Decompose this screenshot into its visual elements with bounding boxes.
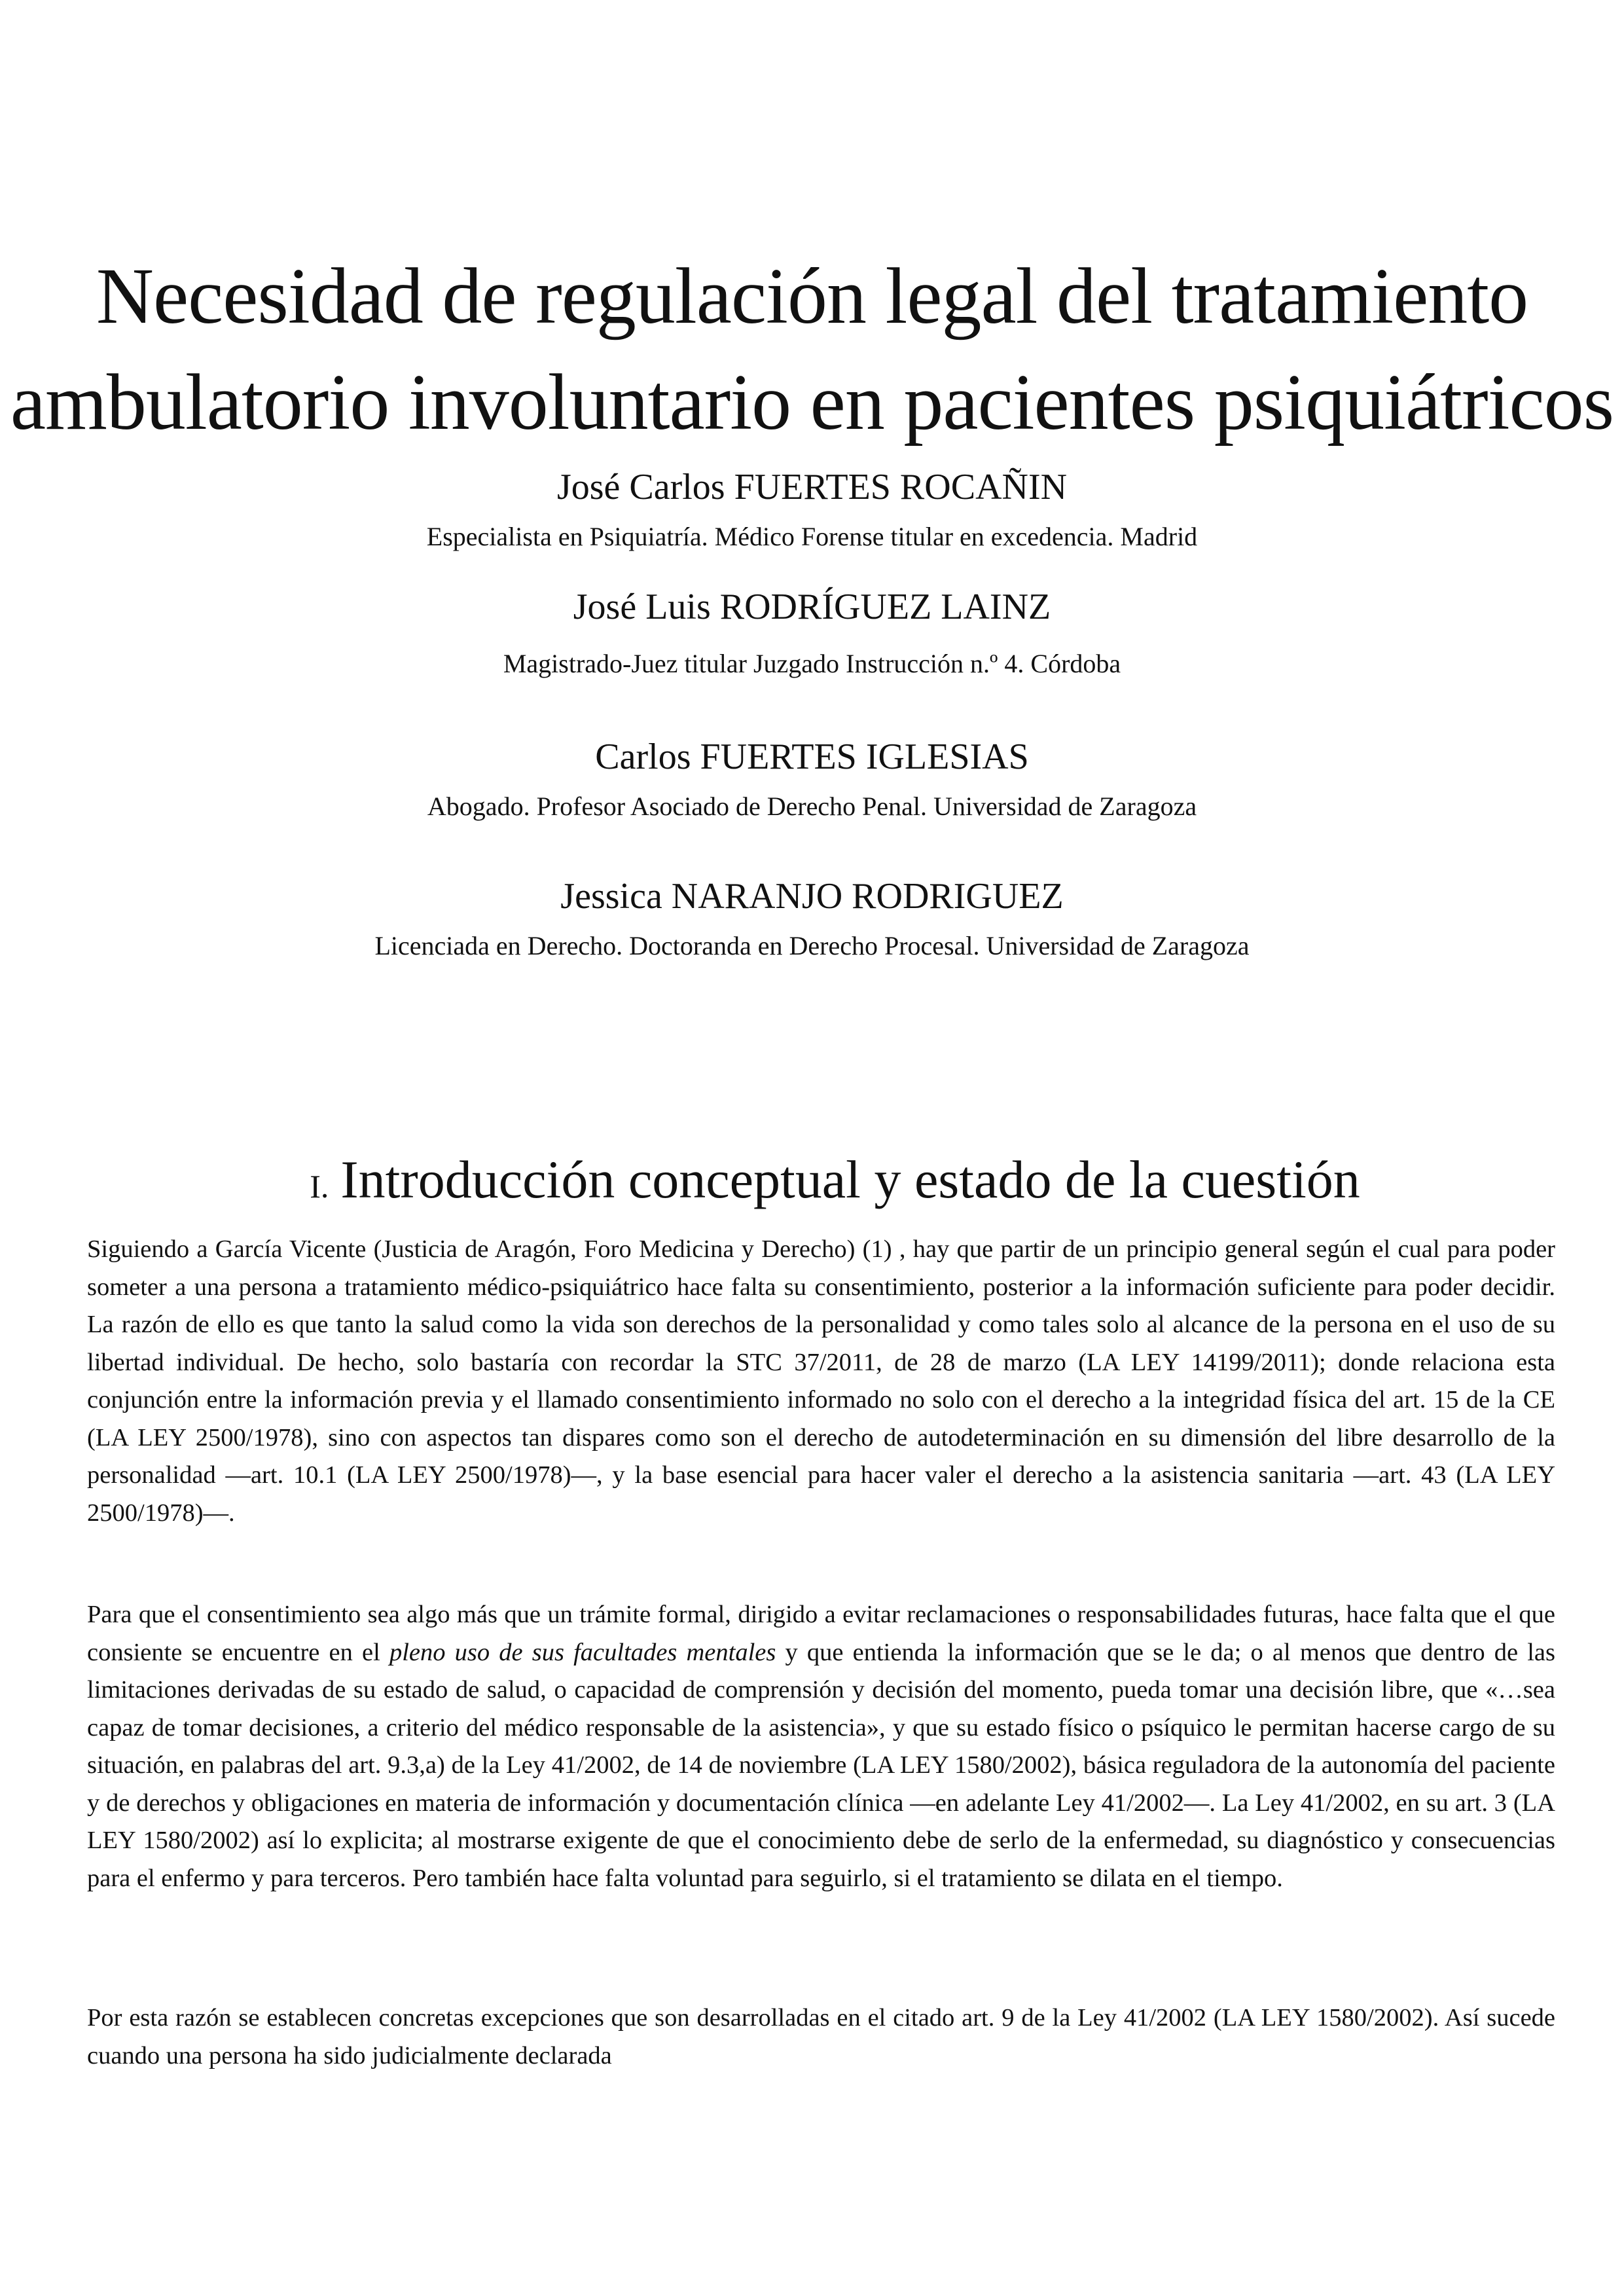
body-paragraph-1: Siguiendo a García Vicente (Justicia de Aragón, Foro Medicina y Derecho) (1) , hay que partir de un principio general según el cual para poder someter a una persona a tratamiento médico-psiquiátrico hace falta su consentimiento, posterior a la información suficiente para poder decidir. La razón de ello es que tanto la salud como la vida son derechos de la personalidad y como tales solo al alcance de la persona en el uso de su libertad individual. De hecho, solo bastaría con recordar la STC 37/2011, de 28 de marzo (LA LEY 14199/2011); donde relaciona esta conjunción entre la información previa y el llamado consentimiento informado no solo con el derecho a la integridad física del art. 15 de la CE (LA LEY 2500/1978), sino con aspectos tan dispares como son el derecho de autodeterminación en su dimensión del libre desarrollo de la personalidad —art. 10.1 (LA LEY 2500/1978)—, y la base esencial para hacer valer el derecho a la asistencia sanitaria —art. 43 (LA LEY 2500/1978)—. bbox=[87, 1235, 1555, 1527]
author-affiliation-4: Licenciada en Derecho. Doctoranda en Derecho Procesal. Universidad de Zaragoza bbox=[374, 931, 1250, 960]
body-paragraph-3: Por esta razón se establecen concretas excepciones que son desarrolladas en el citado art. 9 de la Ley 41/2002 (LA LEY 1580/2002). Así sucede cuando una persona ha sido judicialmente declarada bbox=[87, 2004, 1555, 2069]
title-line-2: ambulatorio involuntario en pacientes psiquiátricos bbox=[10, 358, 1614, 446]
author-affiliation-2: Magistrado-Juez titular Juzgado Instrucción n.º 4. Córdoba bbox=[503, 649, 1121, 678]
section-number: I. bbox=[310, 1168, 329, 1205]
author-affiliation-3: Abogado. Profesor Asociado de Derecho Penal. Universidad de Zaragoza bbox=[427, 792, 1197, 821]
paragraph-2-text-end: y que entienda la información que se le da; o al menos que dentro de las limitaciones derivadas de su estado de salud, o capacidad de comprensión y decisión del momento, pueda tomar una decisión libre, que «…sea capaz de tomar decisiones, a criterio del médico responsable de la asistencia», y que su estado físico o psíquico le permitan hacerse cargo de su situación, en palabras del art. 9.3,a) de la Ley 41/2002, de 14 de noviembre (LA LEY 1580/2002), básica reguladora de la autonomía del paciente y de derechos y obligaciones en materia de información y documentación clínica —en adelante Ley 41/2002—. La Ley 41/2002, en su art. 3 (LA LEY 1580/2002) así lo explicita; al mostrarse exigente de que el conocimiento debe de serlo de la enfermedad, su diagnóstico y consecuencias para el enfermo y para terceros. Pero también hace falta voluntad para seguirlo, si el tratamiento se dilata en el tiempo. bbox=[87, 1638, 1555, 1892]
author-affiliation-1: Especialista en Psiquiatría. Médico Forense titular en excedencia. Madrid bbox=[426, 522, 1198, 551]
body-paragraph-2 bbox=[87, 1596, 1555, 1897]
document-title bbox=[0, 244, 1624, 456]
section-title: Introducción conceptual y estado de la cuestión bbox=[340, 1150, 1360, 1209]
author-name-4: Jessica NARANJO RODRIGUEZ bbox=[560, 876, 1064, 917]
paragraph-2-text-start: Para que el consentimiento sea algo más que un trámite formal, dirigido a evitar reclamaciones o responsabilidades futuras, hace falta que el que consiente se encuentre en el bbox=[87, 1601, 1555, 1666]
title-line-1: Necesidad de regulación legal del tratamiento bbox=[96, 252, 1528, 340]
author-name-1: José Carlos FUERTES ROCAÑIN bbox=[556, 467, 1068, 507]
section-heading bbox=[0, 1147, 1624, 1219]
author-name-3: Carlos FUERTES IGLESIAS bbox=[595, 737, 1029, 777]
author-name-2: José Luis RODRÍGUEZ LAINZ bbox=[573, 587, 1051, 627]
emphasized-phrase: pleno uso de sus facultades mentales bbox=[389, 1638, 776, 1666]
